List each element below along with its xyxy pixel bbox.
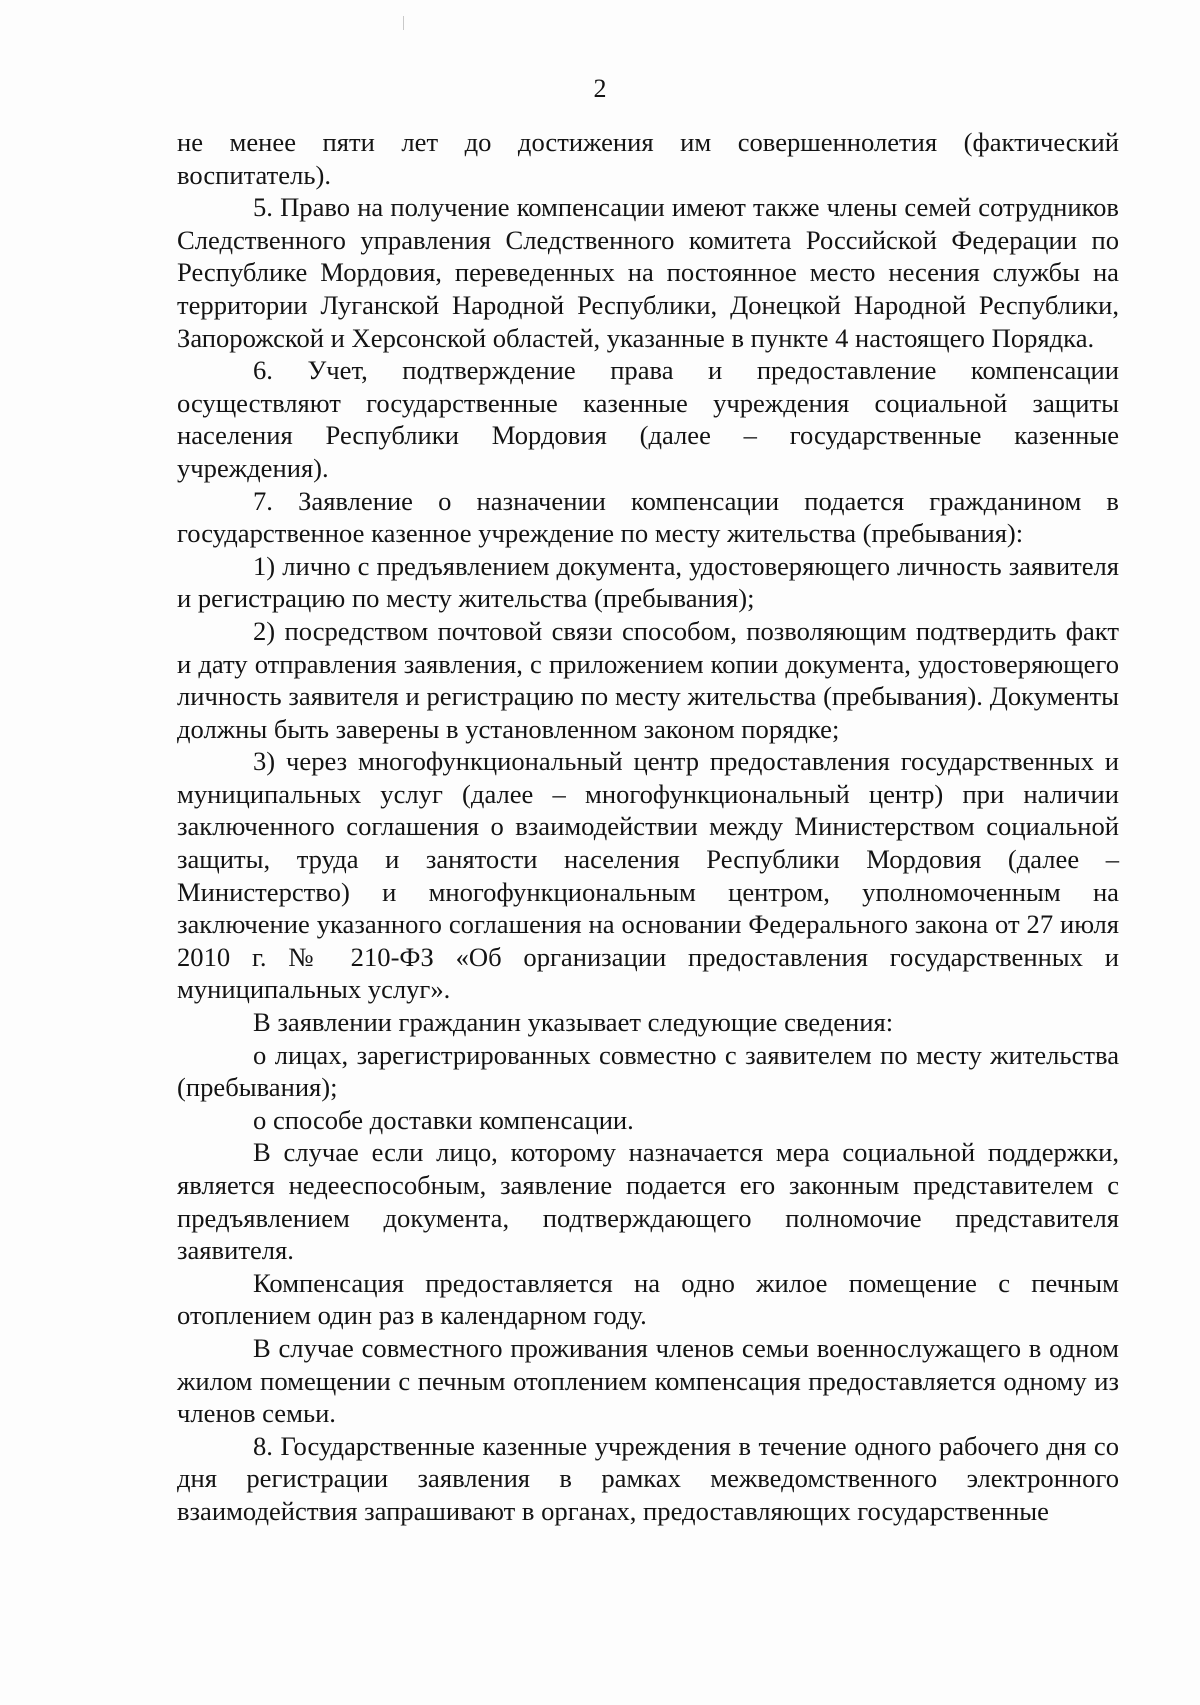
paragraph-item-7-1: 1) лично с предъявлением документа, удостоверяющего личность заявителя и регистрацию по месту жительства (пребывания); — [177, 550, 1119, 614]
document-body — [177, 126, 1119, 1528]
paragraph-item-6: 6. Учет, подтверждение права и предоставление компенсации осуществляют государственные казенные учреждения социальной защиты населения Республики Мордовия (далее – государственные казенные учреждения). — [177, 355, 1119, 483]
scan-artifact-mark — [403, 16, 404, 30]
paragraph-application-info-delivery: о способе доставки компенсации. — [253, 1104, 634, 1135]
paragraph-application-info: В заявлении гражданин указывает следующие сведения: — [253, 1007, 894, 1038]
paragraph-joint-residence: В случае совместного проживания членов семьи военнослужащего в одном жилом помещении с печным отоплением компенсация предоставляется одному из членов семьи. — [177, 1332, 1119, 1429]
page-number: 2 — [593, 74, 607, 103]
paragraph-item-7: 7. Заявление о назначении компенсации подается гражданином в государственное казенное учреждение по месту жительства (пребывания): — [177, 485, 1119, 549]
paragraph-item-7-3: 3) через многофункциональный центр предоставления государственных и муниципальных услуг (далее – многофункциональный центр) при наличии заключенного соглашения о взаимодействии между Министерством социальной защиты, труда и занятости населения Республики Мордовия (далее – Министерство) и многофункциональным центром, уполномоченным на заключение указанного соглашения на основании Федерального закона от 27 июля 2010 г. № 210-ФЗ «Об организации предоставления государственных и муниципальных услуг». — [177, 746, 1119, 1005]
paragraph-application-info-persons: о лицах, зарегистрированных совместно с заявителем по месту жительства (пребывания); — [177, 1039, 1119, 1103]
paragraph-continuation: не менее пяти лет до достижения им совершеннолетия (фактический воспитатель). — [177, 127, 1119, 190]
paragraph-incapacitated: В случае если лицо, которому назначается мера социальной поддержки, является недееспособным, заявление подается его законным представителем с предъявлением документа, подтверждающего полномочие представителя заявителя. — [177, 1137, 1119, 1266]
paragraph-once-per-year: Компенсация предоставляется на одно жилое помещение с печным отоплением один раз в календарном году. — [177, 1267, 1119, 1331]
paragraph-item-5: 5. Право на получение компенсации имеют также члены семей сотрудников Следственного управления Следственного комитета Российской Федерации по Республике Мордовия, переведенных на постоянное место несения службы на территории Луганской Народной Республики, Донецкой Народной Республики, Запорожской и Херсонской областей, указанные в пункте 4 настоящего Порядка. — [177, 192, 1119, 353]
paragraph-item-7-2: 2) посредством почтовой связи способом, позволяющим подтвердить факт и дату отправления заявления, с приложением копии документа, удостоверяющего личность заявителя и регистрацию по месту жительства (пребывания). Документы должны быть заверены в установленном законом порядке; — [177, 615, 1119, 744]
paragraph-item-8: 8. Государственные казенные учреждения в течение одного рабочего дня со дня регистрации заявления в рамках межведомственного электронного взаимодействия запрашивают в органах, предоставляющих государственные — [177, 1430, 1119, 1526]
